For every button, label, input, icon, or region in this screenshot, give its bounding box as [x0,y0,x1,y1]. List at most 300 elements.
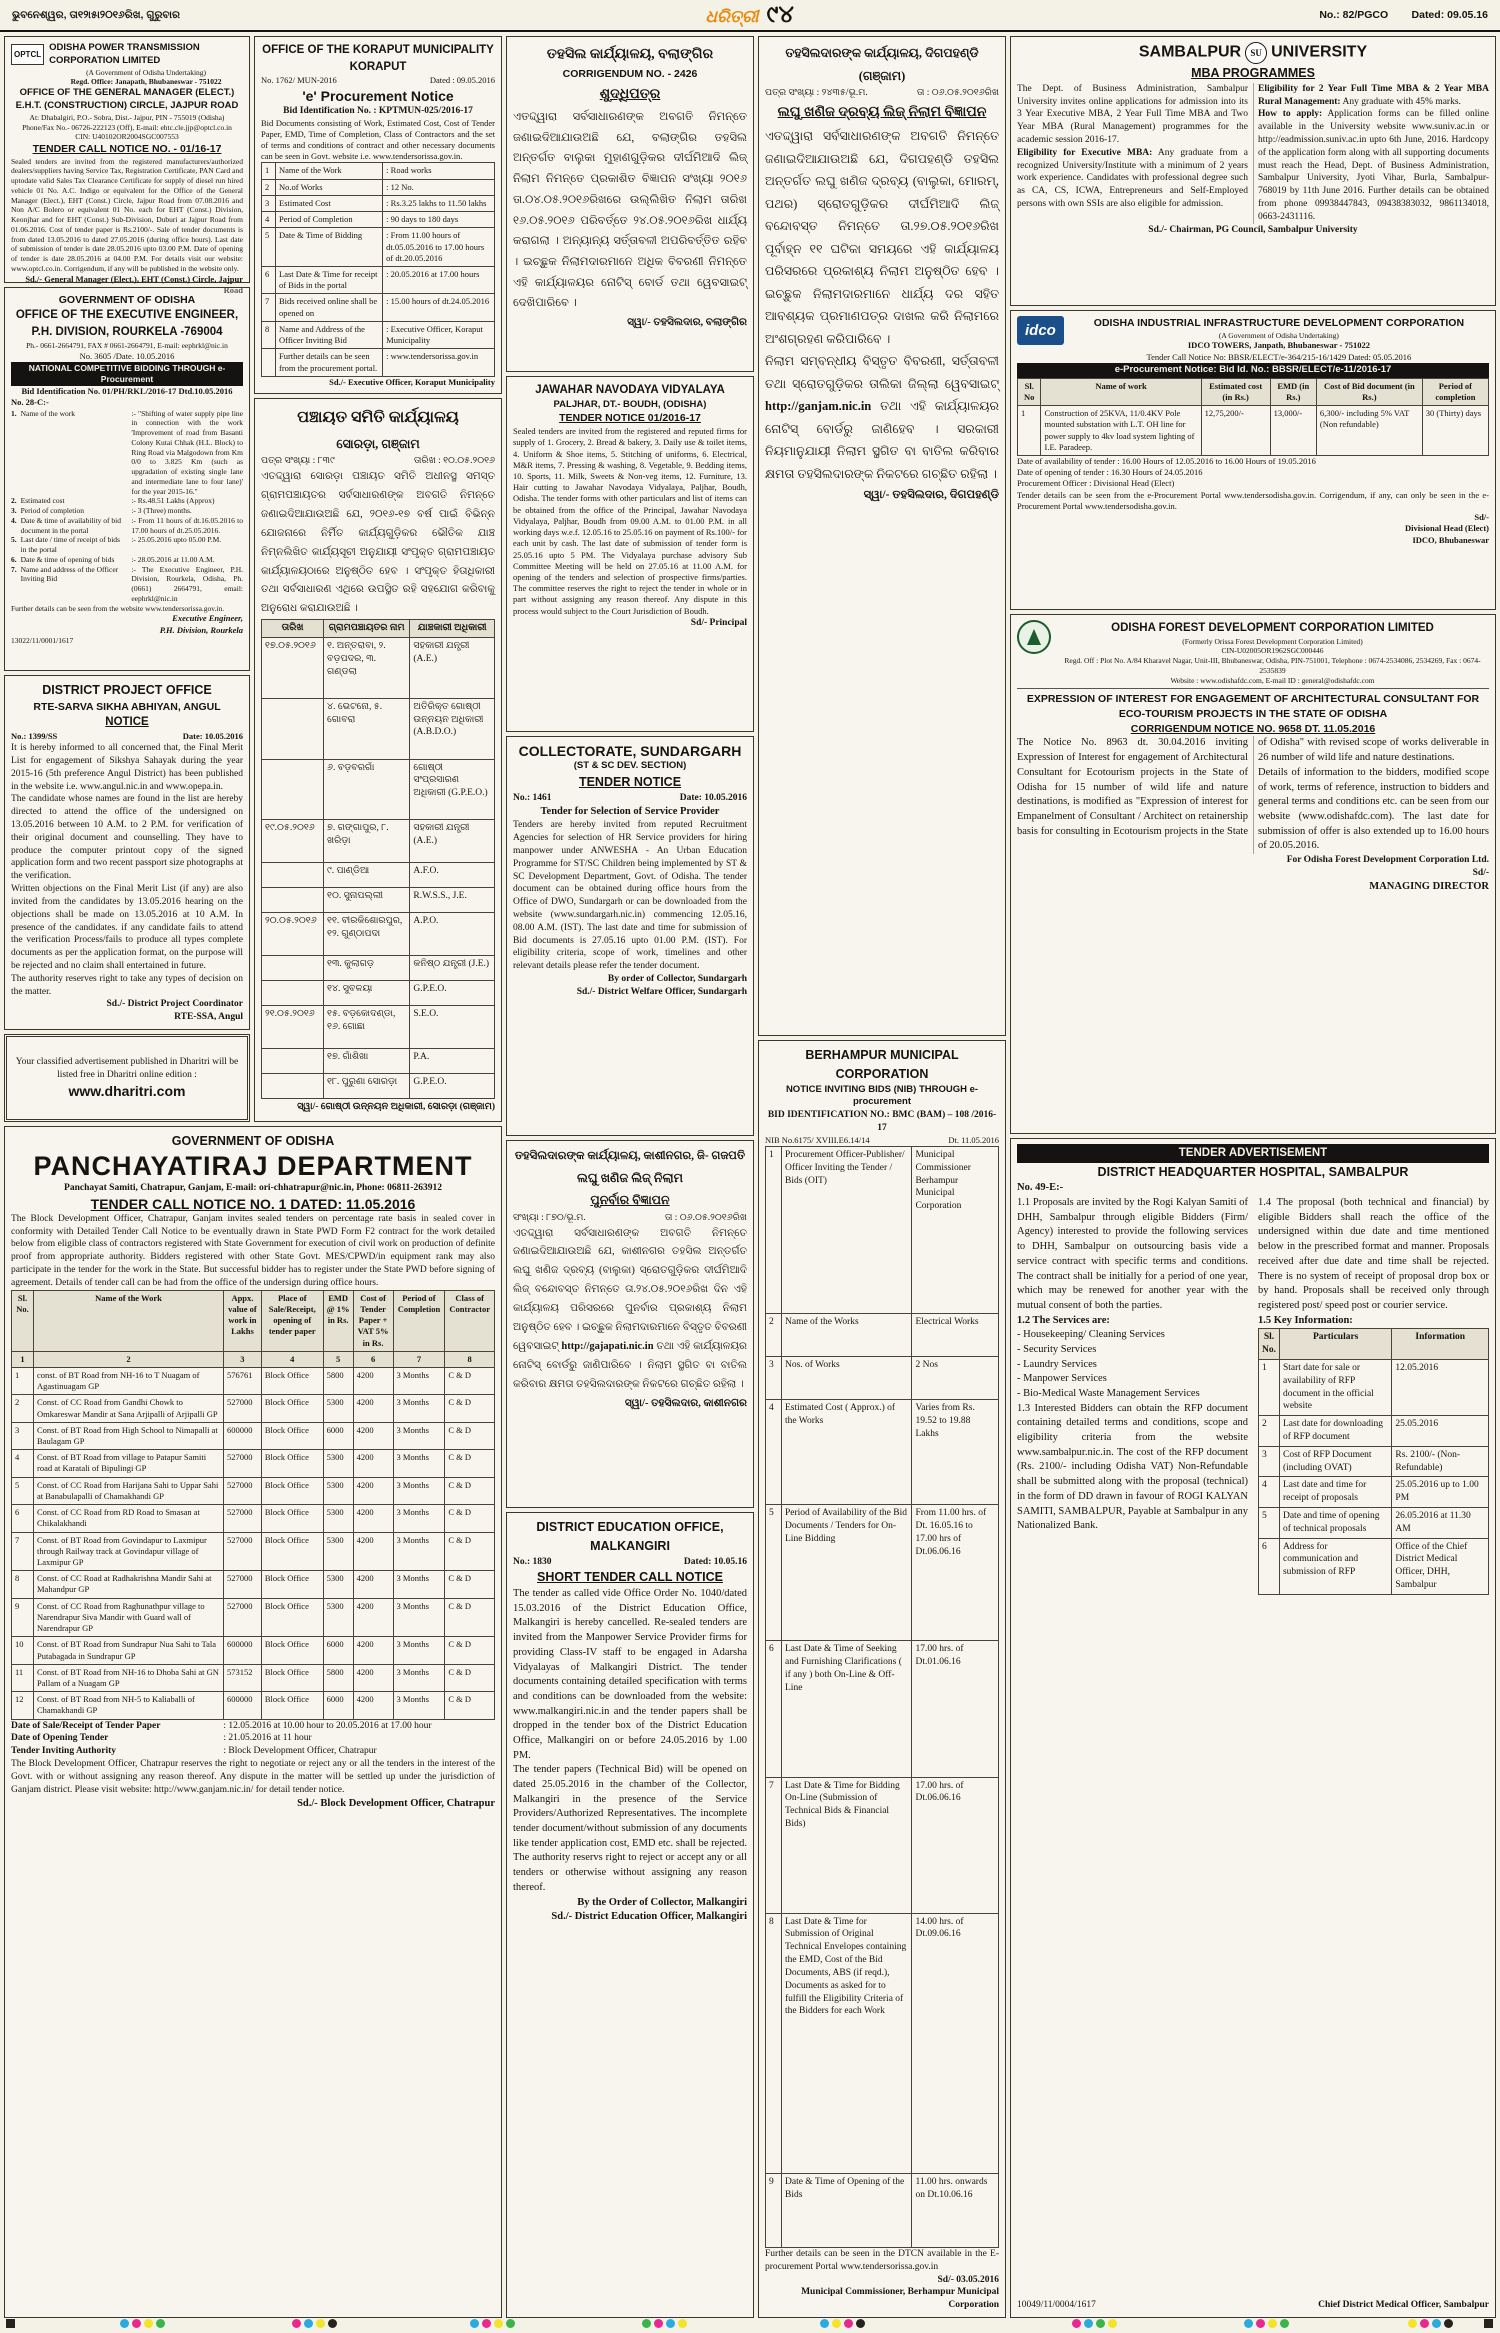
cell-officer: S.E.O. [410,1006,495,1049]
notice-title: NOTICE [105,716,149,729]
cell-date [262,1048,324,1073]
body-text: Any graduate with 45% marks. [1342,96,1461,107]
org-name: ODISHA POWER TRANSMISSION CORPORATION LIMITED [49,42,200,66]
column-header: Place of Sale/Receipt, opening of tender paper [261,1290,323,1351]
cell-cost: 4200 [353,1450,393,1477]
column-number-row [12,1351,495,1367]
cell-no: 2 [1259,1416,1280,1447]
cell-place: Block Office [261,1664,323,1691]
notice-body: Tenders are hereby invited from reputed Recruitment Agencies for selection of HR Service providers for hiring manpower under ANWESHA - An Urban Education Programme for ST/SC Children being implemented by ST & SC Development Department, Govt. of Odisha. The tender document can be obtained during office hours from the Office of DWO, Sundargarh or can be downloaded from the website (www.sundargarh.nic.in) commencing 12.05.16, 08.00 A.M. (IST). The last date and time for submission of Bid documents is 27.05.16 upto 01.00 P.M. (IST). For eligibility criteria, scope of work, timelines and other relevant details please refer the tender document. [513,820,747,972]
ofdc-tree-logo-icon [1017,620,1051,654]
body-text: ଏତଦ୍ଦ୍ୱାରା ସର୍ବସାଧାରଣଙ୍କ ଅବଗତି ନିମନ୍ତେ ଜଣାଇଦିଆଯାଉଅଛି ଯେ, କାଶୀନଗର ତହସିଲ ଅନ୍ତର୍ଗତ ଲଘୁ ଖଣିଜ ଦ୍ରବ୍ୟ (ବାଲୁକା) ସ୍ରୋତଗୁଡ଼ିକର ଦୀର୍ଘମିଆଦି ଲିଜ୍ ବନ୍ଦୋବସ୍ତ ନିମନ୍ତେ ତା.୨୪.୦୫.୨୦୧୬ରିଖ ଦିନ ଏହି କାର୍ଯ୍ୟାଳୟ ପରିସରରେ ପୁନର୍ବାର ପ୍ରକାଶ୍ୟ ନିଲାମ ଅନୁଷ୍ଠିତ ହେବ । ଇଚ୍ଛୁକ ନିଲାମଦାରମାନେ ବିସ୍ତୃତ ବିବରଣୀ ୱେବସାଇଟ୍ [513,1227,747,1352]
table-row [262,349,495,376]
cell-value: : Road works [383,163,495,179]
cell-class: C & D [445,1395,495,1422]
org-name: BERHAMPUR MUNICIPAL CORPORATION [805,1048,959,1081]
cell-class: C & D [445,1598,495,1637]
cell-officer: କନିଷ୍ଠ ଯନ୍ତ୍ରୀ (J.E.) [410,956,495,981]
cell-no: 5 [766,1505,782,1641]
ad-ps-sorada [254,398,502,1122]
cell-value: 527000 [224,1598,262,1637]
meta-line: Date of availability of tender : 16.00 Hours of 12.05.2016 to 16.00 Hours of 19.05.2016 [1017,456,1316,466]
table-row [262,266,495,293]
cell-date [262,698,324,759]
service-item: - Laundry Services [1017,1358,1097,1370]
table-header-row [1018,378,1489,405]
table-row [766,1505,999,1641]
signature: Chief District Medical Officer, Sambalpur [1318,2300,1489,2311]
cell-no: 7 [766,1777,782,1913]
signature: Sd./- Block Development Officer, Chatrapur [297,1797,495,1809]
cell-officer: ଗୋଷ୍ଠୀ ସଂପ୍ରସାରଣ ଅଧିକାରୀ (G.P.E.O.) [410,759,495,820]
cell-gp: ୯. ପାଣ୍ଡିଆ [324,863,410,888]
cell-label: Start date for sale or availability of RFP document in the official website [1279,1359,1391,1415]
table-row [766,1146,999,1313]
cell-doc-cost: 6,300/- including 5% VAT (Non refundable) [1316,406,1422,456]
table-row [766,1641,999,1777]
meta-line: Date of opening of tender : 16.30 Hours of 24.05.2016 [1017,467,1203,478]
cell-label: Date and time of opening of technical proposals [1279,1508,1391,1539]
cell-place: Block Office [261,1637,323,1664]
cell-date: ୨୧.୦୫.୨୦୧୬ [262,1006,324,1049]
org-sub: (Formerly Orissa Forest Development Corporation Limited) [1182,636,1363,646]
item-number: 4. [11,515,17,525]
cell-emd: 5800 [323,1664,353,1691]
table-row [262,1048,495,1073]
ref-no: ସଂଖ୍ୟା : ୮୭୦/ଭୂ.ମ. [513,1212,586,1223]
column-number: 4 [261,1351,323,1367]
cell-value: : 15.00 hours of dt.24.05.2016 [383,294,495,321]
cell-officer: A.F.O. [410,863,495,888]
signature: Municipal Commissioner, Berhampur Municipal Corporation [801,2287,999,2311]
notice-title: TENDER NOTICE 01/2016-17 [559,412,701,425]
cell-value: Varies from Rs. 19.52 to 19.88 Lakhs [912,1400,999,1505]
item-label: Date & time of opening of bids [20,554,115,564]
cell-value: : From 11.00 hours of dt.05.05.2016 to 17.00 hours of dt.20.05.2016 [383,228,495,267]
ref-no: ପତ୍ର ସଂଖ୍ୟା : ୨୪୩୫/ଭୂ.ମ. [765,88,868,98]
ad-tahasil-balangir [506,36,754,372]
cell-sl: 6 [12,1505,34,1532]
cell-work-name: Const. of BT Road from Govindapur to Laxmipur through Railway track at Govindapur village of Laxmipur GP [34,1532,224,1571]
column-4 [758,36,1006,2318]
cell-place: Block Office [261,1395,323,1422]
cell-place: Block Office [261,1422,323,1449]
cell-work-name: Const. of BT Road from NH-16 to Dhoba Sahi at GN Pallam of a Nuagam GP [34,1664,224,1691]
notice-body: The tender papers (Technical Bid) will be opened on dated 25.05.2016 in the chamber of the Collector, Malkangiri in the presence of the Service Providers/Authorized Representatives. The incomplete tender document/without submission of any documents like tender application cost, EMD etc. shall be rejected. The authority reservs right to reject or accept any or all tenders or otherwise without assigning any reason thereof. [513,1764,747,1893]
date-label: Date of Sale/Receipt of Tender Paper [11,1720,161,1731]
cell-work-name: Const. of BT Road from NH-5 to Kaliaballi of Chamakhandi GP [34,1692,224,1719]
cell-value: 527000 [224,1505,262,1532]
ad-panchayatiraj-chatrapur [4,1126,502,2318]
column-3 [506,36,754,2318]
cell-no: 2 [766,1314,782,1357]
cell-place: Block Office [261,1477,323,1504]
table-row [12,1664,495,1691]
list-item [11,555,243,565]
cell-label: Further details can be seen from the procurement portal. [276,349,383,376]
notice-title: ଲଘୁ ଖଣିଜ ଦ୍ରବ୍ୟ ଲିଜ୍ ନିଲାମ ବିଜ୍ଞାପନ [777,104,987,120]
column-header: Name of work [1041,378,1201,405]
date-value: : Block Development Officer, Chatrapur [223,1746,377,1757]
table-row [12,1367,495,1394]
cell-place: Block Office [261,1532,323,1571]
table-row [766,1913,999,2173]
list-item [11,516,243,536]
signature: Divisional Head (Elect) [1404,523,1489,534]
cell-period: 3 Months [393,1571,445,1598]
item-value: :- 3 (Three) months. [131,506,192,516]
body-text: Application forms can be filled online available in the University website www.suniv.ac.in or http://eadmission.suniv.ac.in upto 6th June, 2016. Hardcopy of the application form along with all supporting documents must reach the Head, Dept. of Business Administration, Sambalpur University, Jyoti Vihar, Burla, Sambalpur-768019 by 11th June 2016. Further details can be obtained from phone 09938447843, 09438383032, 9861134018, 0663-2431116. [1258,109,1489,222]
column-number: 1 [12,1351,34,1367]
cell-label: Last Date & Time for receipt of Bids in the portal [276,266,383,293]
ad-tahasildar-digapahandi [758,36,1006,1036]
cell-work-name: Const. of CC Road from Raghunathpur village to Narendrapur Siva Mandir with Guard wall of Narendrapur GP [34,1598,224,1637]
column-header: EMD @ 1% in Rs. [323,1290,353,1351]
table-row [262,294,495,321]
table-row [262,228,495,267]
cell-value: 11.00 hrs. onwards on Dt.10.06.16 [912,2173,999,2247]
list-item [11,506,243,516]
signature: Sd./- Executive Officer, Koraput Municipality [329,376,495,387]
cell-cost: 4200 [353,1571,393,1598]
notice-title: NOTICE INVITING BIDS (NIB) THROUGH e-procurement [785,1083,979,1108]
table-row [262,212,495,228]
column-header: Particulars [1279,1329,1391,1360]
cell-officer: ସହକାରୀ ଯନ୍ତ୍ରୀ (A.E.) [410,820,495,863]
right-region [1010,36,1496,2318]
table-row [766,1357,999,1400]
cell-cost: 4200 [353,1532,393,1571]
cell-period: 3 Months [393,1505,445,1532]
signature: RTE-SSA, Angul [174,1012,243,1023]
list-item [11,409,243,497]
table-row [12,1571,495,1598]
item-label: Period of completion [20,506,84,516]
body-paragraph [1017,147,1248,211]
office-line: ତହସିଲଦାରଙ୍କ କାର୍ଯ୍ୟାଳୟ, କାଶୀନଗର, ଜି- ଗଜପତି [514,1150,746,1162]
cell-no: 3 [262,195,276,211]
body-text: ତଥା ଏହି କାର୍ଯ୍ୟାଳୟର ନୋଟିସ୍ ବୋର୍ଡରୁ ଜାଣିପାରିବେ । ନିଲାମ ସ୍ଥଗିତ ବା ବାତିଲ କରିବାର କ୍ଷମତା ତହସିଲଦାରଙ୍କ ନିକଟରେ ଗଚ୍ଛିତ ରହିଲା । [513,1340,747,1390]
org-addr: Regd. Office: Janapath, Bhubaneswar - 751022 [70,77,222,87]
column-number: 6 [353,1351,393,1367]
cell-officer: ସହକାରୀ ଯନ୍ତ୍ରୀ (A.E.) [410,637,495,698]
ad-collectorate-sundargarh [506,736,754,1136]
cell-value: 25.05.2016 [1392,1416,1489,1447]
cell-work-name: Const. of CC Road at Radhakrishna Mandir Sahi at Mahandpur GP [34,1571,224,1598]
table-row [262,888,495,913]
table-row [12,1450,495,1477]
registration-marks [0,2319,1500,2331]
notice-body: The tender as called vide Office Order No. 1040/dated 15.03.2016 of the District Education Office, Malkangiri is hereby cancelled. Re-sealed tenders are invited from the Manpower Service Provider firms for providing Class-IV staff to be engaged in Adarsha Vidyalayas of Malkangiri District. The tender documents containing detailed specification with terms and conditions can be downloaded from the website: www.malkangiri.nic.in and the tender papers shall be dropped in the tender box of the District Education Office, Malkangiri on or before 24.05.2016 by 1.00 PM. [513,1588,747,1761]
table-row [262,1073,495,1098]
ref-no: No.: 1461 [513,792,552,803]
cell-place: Block Office [261,1598,323,1637]
cell-officer: ଅତିରିକ୍ତ ଗୋଷ୍ଠୀ ଉନ୍ନୟନ ଅଧିକାରୀ (A.B.D.O.) [410,698,495,759]
notice-body: Bid Documents consisting of Work, Estimated Cost, Cost of Tender Paper, EMD, Time of Completion, Class of Contractors and the set of terms and conditions of contract and other necessary documents can be seen in Govt. website i.e. www.tendersorissa.gov.in. [261,117,495,162]
column-1 [4,36,250,1122]
cell-sl: 11 [12,1664,34,1691]
cell-no: 5 [262,228,276,267]
portal-note: Further details can be seen from the website www.tendersorissa.gov.in. [11,603,225,613]
cell-label: Last Date & Time for Submission of Original Technical Envelopes containing the EMD, Cost of the Bid Documents, ABS (if reqd.), Documents as asked for to fulfill the Eligibility Criteria of the Bidders for each Work [782,1913,912,2173]
cell-sl: 1 [1018,406,1041,456]
website-url: http://gajapati.nic.in [561,1340,654,1352]
item-label: Last date / time of receipt of bids in the portal [20,535,120,555]
body-paragraph: Details of information to the bidders, modified scope of work, terms of reference, instruction to bidders and general terms and conditions etc. can be seen from our website (www.odishafdc.com). The last date for submission of offer is also extended up to 16.00 hours of 20.05.2016. [1258,766,1489,852]
dhh-left-column [1017,1196,1248,2299]
column-number: 7 [393,1351,445,1367]
column-header: Appx. value of work in Lakhs [224,1290,262,1351]
office-line: OFFICE OF THE KORAPUT MUNICIPALITY [262,44,494,56]
org-web: Website : www.odishafdc.com, E-mail ID : general@odishafdc.com [1170,675,1375,685]
table-row [1259,1446,1489,1477]
table-row [262,195,495,211]
cell-period: 3 Months [393,1598,445,1637]
ad-odisha-forest-dev-corp [1010,614,1496,1134]
column-header: EMD (in Rs.) [1270,378,1316,405]
item-label: Name of the work [20,408,75,418]
cell-officer: G.P.E.O. [410,1073,495,1098]
ad-ph-rourkela [4,287,250,671]
university-title-row [1017,42,1489,64]
body-paragraph: 1.5 Key Information: [1258,1314,1353,1326]
signature: Sd./- General Manager (Elect.), EHT (Const.) Circle, Jajpur Road [25,273,243,295]
ad-deo-malkangiri [506,1512,754,2318]
signature: Sd/- 03.05.2016 [937,2274,999,2285]
ref-date: Dt. 11.05.2016 [948,1134,999,1145]
table-row [262,820,495,863]
cell-work: Construction of 25KVA, 11/0.4KV Pole mounted substation with L.T. OH line for power supply to 4kv load system lighting of I.E. Paradeep. [1041,406,1201,456]
table-row [12,1422,495,1449]
cell-value: From 11.00 hrs. of Dt. 16.05.16 to 17.00 hrs of Dt.06.06.16 [912,1505,999,1641]
date-line [11,1732,495,1745]
cell-cost: 4200 [353,1422,393,1449]
ad-jnv-paljhar [506,376,754,732]
lead-in: Eligibility for Executive MBA: [1017,147,1153,158]
ref-no: NIB No.6175/ XVIII.E6.14/14 [765,1134,870,1145]
item-number: 7. [11,564,17,574]
cell-no: 7 [262,294,276,321]
work-detail-list [11,409,243,604]
table-row [262,863,495,888]
service-item: - Housekeeping/ Cleaning Services [1017,1329,1165,1341]
programme-title: MBA PROGRAMMES [1191,66,1315,80]
office-line: DISTRICT EDUCATION OFFICE, MALKANGIRI [536,1520,724,1553]
cell-no: 9 [766,2173,782,2247]
cell-label: Name and Address of the Officer Inviting Bid [276,321,383,348]
item-label: Date & time of availability of bid document in the portal [20,515,122,535]
date-value: : 12.05.2016 at 10.00 hour to 20.05.2016 at 17.00 hour [223,1720,432,1731]
ref-date: ତାରିଖ : ୧୦.୦୫.୨୦୧୬ [413,456,495,467]
body-paragraph: The Dept. of Business Administration, Sambalpur University invites online applications for admission into its 3 Year Executive MBA, 2 Year Full Time MBA and Two Year MBA (Rural Management) programmes for the academic session 2016-17. [1017,83,1248,145]
cell-no: 6 [262,266,276,293]
cell-officer: G.P.E.O. [410,981,495,1006]
table-row [766,2173,999,2247]
cell-date [262,1073,324,1098]
verification-schedule-table [261,619,495,1099]
eprocurement-banner: e-Procurement Notice: Bid Id. No.: BBSR/ELECT/e-11/2016-17 [1017,363,1489,378]
cell-no: 1 [262,163,276,179]
cell-no: 8 [766,1913,782,2173]
org-sub: (A Government of Odisha Undertaking) [1218,330,1339,340]
cell-period: 3 Months [393,1637,445,1664]
item-value: :- "Shifting of water supply pipe line in connection with the work 'Improvement of road from Basanti Colony Kutai Chhak (H.L. Block) to Ring Road via Malgodown from Km 0/0 to 3.825 Km (such as upgradation of existing single lane and intermediate lane to four lane)' for the year 2015-16." [131,408,243,496]
cell-label: Last Date & Time of Seeking and Furnishing Clarifications ( if any ) both On-Line & Off-Line [782,1641,912,1777]
ad-ref-number: 13022/11/0001/1617 [11,635,74,645]
corrigendum-no: CORRIGENDUM NOTICE NO. 9658 DT. 11.05.2016 [1130,722,1376,735]
item-number: 3. [11,506,17,516]
table-row [262,981,495,1006]
service-item: - Manpower Services [1017,1373,1107,1385]
corrigendum-no: CORRIGENDUM NO. - 2426 [562,68,698,81]
lead-in: How to apply: [1258,109,1323,120]
meta-line: Procurement Officer : Divisional Head (Elect) [1017,478,1175,489]
cell-gp: ୧୪. ସୁବଳୟା [324,981,410,1006]
cell-no: 3 [1259,1446,1280,1477]
cell-cost: 4200 [353,1637,393,1664]
govt-line: GOVERNMENT OF ODISHA [58,293,196,306]
cell-no: 5 [1259,1508,1280,1539]
table-row [12,1477,495,1504]
notice-body [1017,83,1489,224]
cell-work-name: Const. of BT Road from village to Patapur Samiti road at Karatali of Bipulingi GP [34,1450,224,1477]
cell-label: Cost of RFP Document (including OVAT) [1279,1446,1391,1477]
ad-idco [1010,310,1496,610]
cell-label: No.of Works [276,179,383,195]
corner-mark [1484,2319,1493,2328]
cell-cost: 4200 [353,1664,393,1691]
cell-emd: 5300 [323,1450,353,1477]
left-region [4,36,502,2318]
cell-period: 30 (Thirty) days [1422,406,1488,456]
date-line [11,1720,495,1733]
cell-value: : 12 No. [383,179,495,195]
ref-no: No.: 1830 [513,1556,552,1567]
org-name: UNIVERSITY [1271,43,1368,61]
cell-period: 3 Months [393,1664,445,1691]
column-number: 8 [445,1351,495,1367]
cell-no: 4 [262,212,276,228]
portal-note: Tender details can be seen from the e-Procurement Portal www.tendersodisha.gov.in. Corrigendum, if any, can only be seen in the e-Procurement Portal www.tendersodisha.gov.in. [1017,489,1489,511]
notice-title: SHORT TENDER CALL NOTICE [537,1570,723,1585]
cell-label: Estimated Cost ( Approx.) of the Works [782,1400,912,1505]
signature: Sd./- District Education Officer, Malkangiri [551,1911,747,1923]
column-header: Sl. No. [1259,1329,1280,1360]
org-name: DISTRICT HEADQUARTER HOSPITAL, SAMBALPUR [1097,1164,1409,1179]
cell-sl: 7 [12,1532,34,1571]
cell-no: 3 [766,1357,782,1400]
section-line: (ST & SC DEV. SECTION) [573,760,687,772]
lead-in: Eligibility for 2 Year Full Time MBA & 2 Year MBA Rural Management: [1258,83,1489,107]
cell-date: ୧୯.୦୫.୨୦୧୬ [262,820,324,863]
cell-sl: 1 [12,1367,34,1394]
table-header-row [1259,1329,1489,1360]
dhh-right-column [1258,1196,1489,2299]
portal-note: Further details can be seen in the DTCN available in the E-procurement Portal www.tendersorissa.gov.in [765,2248,999,2272]
eoi-title: EXPRESSION OF INTEREST FOR ENGAGEMENT OF ARCHITECTURAL CONSULTANT FOR ECO-TOURISM PROJECTS IN THE STATE OF ODISHA [1026,693,1480,721]
column-header: Information [1392,1329,1489,1360]
cell-date [262,863,324,888]
cell-label: Last date and time for receipt of proposals [1279,1477,1391,1508]
ref-date: Date: 10.05.2016 [182,730,243,741]
cell-cost: 4200 [353,1598,393,1637]
notice-body [765,350,999,485]
cell-work-name: Const. of CC Road from Gandhi Chowk to Omkareswar Mandir at Sana Arjipalli of Arjipalli GP [34,1395,224,1422]
cell-emd: 5800 [323,1367,353,1394]
notice-title: TENDER CALL NOTICE NO. 1 DATED: 11.05.2016 [90,1195,416,1212]
office-line: OFFICE OF THE GENERAL MANAGER (ELECT.) [19,87,235,99]
body-paragraph: 1.3 Interested Bidders can obtain the RFP document containing detailed terms and conditions, scope and eligibility criteria from the website www.sambalpur.nic.in. The cost of the RFP document (Rs. 2100/- including Odisha VAT) Non-Refundable shall be submitted along with the proposal (technical) in the form of DD drawn in favour of ROGI KALYAN SAMITI, SAMBALPUR, Payable at Sambalpur in any Nationalized Bank. [1017,1402,1248,1532]
signature: Sd/- Principal [690,617,747,628]
cell-value: 17.00 hrs. of Dt.06.06.16 [912,1777,999,1913]
cell-date [262,888,324,913]
cell-gp: ୬. ବଡ଼ବରଗାଁ [324,759,410,820]
cell-value: 14.00 hrs. of Dt.09.06.16 [912,1913,999,2173]
item-value: :- The Executive Engineer, P.H. Division, Rourkela, Odisha, Ph.(0661) 2664791, email: eephrkl@nic.in [131,564,243,603]
org-addr: IDCO TOWERS, Janpath, Bhubaneswar - 751022 [1187,340,1370,351]
cell-sl: 12 [12,1692,34,1719]
org-addr: Regd. Off : Plot No. A/84 Kharavel Nagar, Unit-III, Bhubaneswar, Odisha, PIN-751001, Telephone : 0674-2534086, 2534269, Fax : 0674-2535839 [1064,656,1481,675]
university-crest-icon: SU [1245,42,1267,64]
cell-label: Name of the Work [276,163,383,179]
cell-sl: 5 [12,1477,34,1504]
org-addr: PALJHAR, DT.- BOUDH, (ODISHA) [553,398,707,410]
govt-line: GOVERNMENT OF ODISHA [171,1134,335,1148]
body-paragraph [1258,108,1489,223]
office-line: ସୋରଡ଼ା, ଗଞ୍ଜାମ [336,436,420,451]
column-number: 5 [323,1351,353,1367]
cell-gp: ୪. ଭେଟନୋ, ୫. ଗୋବରା [324,698,410,759]
table-row [1259,1508,1489,1539]
cell-sl: 4 [12,1450,34,1477]
cell-sl: 2 [12,1395,34,1422]
notice-title: TENDER CALL NOTICE NO. - 01/16-17 [32,143,222,155]
cell-emd: 5300 [323,1395,353,1422]
cell-place: Block Office [261,1692,323,1719]
cell-work-name: const. of BT Road from NH-16 to T Nuagam of Agastinuagam GP [34,1367,224,1394]
cell-date [262,759,324,820]
body-text: ନିଲାମ ସମ୍ବନ୍ଧୀୟ ବିସ୍ତୃତ ବିବରଣୀ, ସର୍ତ୍ତାବଳୀ ତଥା ସ୍ରୋତଗୁଡ଼ିକର ତାଲିକା ଜିଲ୍ଲା ୱେବସାଇଟ୍ [765,354,999,391]
table-row [1259,1416,1489,1447]
signature: Sd/- [1472,867,1489,878]
cell-value: 527000 [224,1395,262,1422]
cell-class: C & D [445,1477,495,1504]
ref-no: No. 49-E:- [1017,1182,1064,1194]
key-information-table [1258,1328,1489,1595]
table-row [12,1692,495,1719]
signature: P.H. Division, Rourkela [159,624,243,635]
cell-value: : 90 days to 180 days [383,212,495,228]
body-text: Any graduate from a recognized University/Institute with a minimum of 2 years work experience. Candidates with professional degree such as CA, CS, ICWA, Entrepreneurs and Self-Employed persons with own SSIs are also eligible for admission. [1017,147,1249,210]
closing-note: The Block Development Officer, Chatrapur reserves the right to negotiate or reject any or all the tenders in the interest of the Govt. with or without assigning any reason thereof. Any dispute in the matter will be settled up under the jurisdiction of Ganjam district. Please visit website: http://www.ganjam.nic.in/ for detail tender notice. [11,1759,495,1795]
org-name: SAMBALPUR [1138,43,1242,61]
ref-no: No. 28-C:- [11,397,49,408]
table-row [1018,406,1489,456]
signature: Sd./- Chairman, PG Council, Sambalpur University [1148,224,1358,235]
table-row [1259,1477,1489,1508]
cell-emd: 5300 [323,1598,353,1637]
cell-value: Rs. 2100/- (Non-Refundable) [1392,1446,1489,1477]
cell-class: C & D [445,1422,495,1449]
cell-value: 2 Nos [912,1357,999,1400]
cell-label: Address for communication and submission of RFP [1279,1538,1391,1594]
table-row [12,1505,495,1532]
subject-line: Tender for Selection of Service Provider [540,805,720,817]
cell-sl: 3 [12,1422,34,1449]
cell-place: Block Office [261,1571,323,1598]
notice-body: ଏତଦ୍ଦ୍ୱାରା ସର୍ବସାଧାରଣଙ୍କ ଅବଗତି ନିମନ୍ତେ ଜଣାଇଦିଆଯାଉଅଛି ଯେ, ବଲାଙ୍ଗିର ତହସିଲ ଅନ୍ତର୍ଗତ ବାଲୁକା ମୁହାଣଗୁଡ଼ିକର ଦୀର୍ଘମିଆଦି ଲିଜ୍ ନିଲାମ ନିମନ୍ତେ ପ୍ରକାଶିତ ବିଜ୍ଞାପନ ସଂଖ୍ୟା ୨୦୧୬ ତା.୦୪.୦୫.୨୦୧୬ରିଖରେ ଉଲ୍ଲିଖିତ ନିଲାମ ତାରିଖ ୧୬.୦୫.୨୦୧୬ ପରିବର୍ତ୍ତେ ୨୪.୦୫.୨୦୧୬ରିଖ ଧାର୍ଯ୍ୟ କରାଗଲା । ଅନ୍ୟାନ୍ୟ ସର୍ତ୍ତାବଳୀ ଅପରିବର୍ତ୍ତିତ ରହିବ । ଇଚ୍ଛୁକ ନିଲାମଦାରମାନେ ଅଧିକ ବିବରଣୀ ନିମନ୍ତେ ଏହି କାର୍ଯ୍ୟାଳୟର ନୋଟିସ୍ ବୋର୍ଡ ତଥା ୱେବସାଇଟ୍ ଦେଖିପାରିବେ । [513,111,747,310]
cin-line: CIN: U40102OR2004SGC007553 [75,132,179,142]
